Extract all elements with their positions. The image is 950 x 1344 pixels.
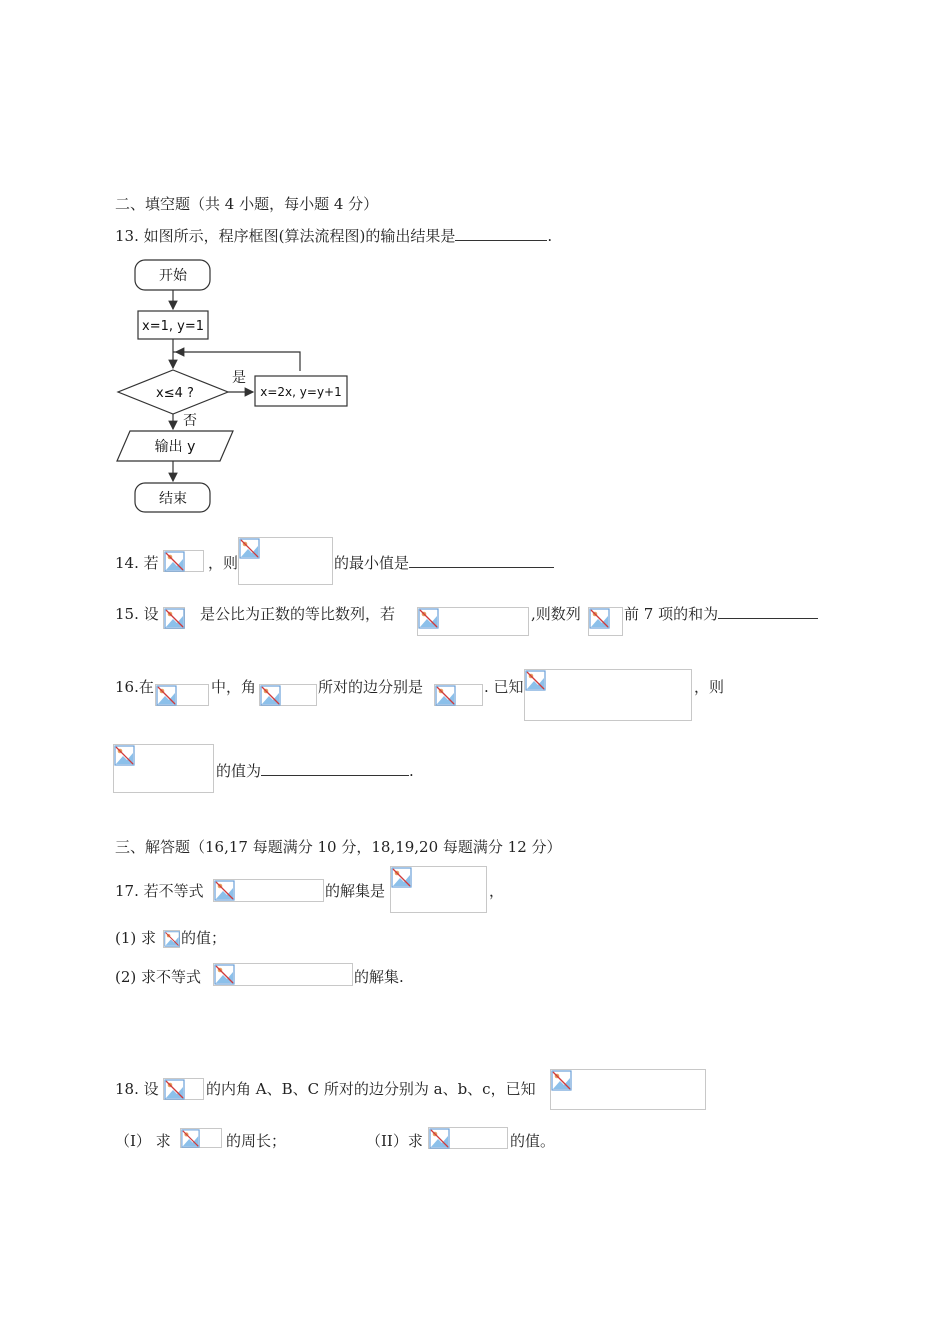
q16-tail-text: 的值为 xyxy=(216,762,262,780)
q14-formula-image-1 xyxy=(163,550,204,572)
flow-end-label: 结束 xyxy=(159,491,187,507)
broken-image-icon xyxy=(589,608,610,629)
broken-image-icon xyxy=(114,745,135,766)
q17-part2-prefix: (2) 求不等式 xyxy=(115,968,202,986)
q16-prefix: 16.在 xyxy=(115,678,154,696)
q17-formula-image-2 xyxy=(390,866,487,913)
q17-part2-suffix: 的解集. xyxy=(354,968,404,986)
flow-output-label: 输出 y xyxy=(154,439,196,455)
q18-part2-prefix: （II）求 xyxy=(366,1132,423,1150)
q13-answer-blank xyxy=(455,226,547,241)
q13-line xyxy=(115,226,552,246)
q17-text-1: 的解集是 xyxy=(325,882,386,900)
flow-yes-label: 是 xyxy=(232,370,246,386)
q14-tail-text: 的最小值是 xyxy=(334,554,410,572)
q18-formula-image-1 xyxy=(163,1078,204,1100)
flow-condition-label: x≤4 ? xyxy=(156,386,194,401)
broken-image-icon xyxy=(164,608,185,629)
q15-formula-image-3 xyxy=(588,607,623,636)
broken-image-icon xyxy=(525,670,546,691)
broken-image-icon xyxy=(435,685,456,706)
q14-formula-image-2 xyxy=(238,537,333,585)
q16-formula-image-1 xyxy=(155,684,209,706)
q13-period: . xyxy=(547,227,553,245)
q16-text-4: ，则 xyxy=(694,678,725,696)
broken-image-icon xyxy=(418,608,439,629)
q17-part1-prefix: (1) 求 xyxy=(115,929,157,947)
q18-part2-formula-image xyxy=(428,1127,508,1149)
q18-part1-prefix: （I） 求 xyxy=(115,1132,171,1150)
q15-answer-blank xyxy=(718,604,818,619)
q18-part1-suffix: 的周长； xyxy=(226,1132,287,1150)
q16-tail xyxy=(216,760,414,781)
q18-formula-image-2 xyxy=(550,1069,706,1110)
q16-formula-image-4 xyxy=(524,669,692,721)
q16-period: . xyxy=(409,762,414,780)
q17-text-2: ， xyxy=(489,882,505,900)
q16-formula-image-2 xyxy=(259,684,317,706)
q17-part2-formula-image xyxy=(213,963,353,986)
q15-prefix: 15. 设 xyxy=(115,605,159,623)
q16-text-1: 中，角 xyxy=(211,678,257,696)
q15-formula-image-2 xyxy=(417,607,529,636)
q13-text: 13. 如图所示，程序框图(算法流程图)的输出结果是 xyxy=(115,227,456,245)
q15-formula-image-1 xyxy=(163,607,185,629)
section2-heading: 二、填空题（共 4 小题，每小题 4 分） xyxy=(115,195,379,213)
q15-text-2: ,则数列 xyxy=(531,605,581,623)
q16-answer-blank xyxy=(261,761,409,776)
q16-formula-image-5 xyxy=(113,744,214,793)
broken-image-icon xyxy=(239,538,260,559)
broken-image-icon xyxy=(551,1070,572,1091)
broken-image-icon xyxy=(156,685,177,706)
flow-update-label: x=2x, y=y+1 xyxy=(260,385,342,399)
broken-image-icon xyxy=(181,1129,200,1148)
q16-text-3: . 已知 xyxy=(484,678,524,696)
q18-part1-formula-image xyxy=(180,1128,222,1148)
broken-image-icon xyxy=(164,551,185,572)
broken-image-icon xyxy=(164,931,180,947)
flowchart xyxy=(110,255,360,520)
q14-prefix: 14. 若 xyxy=(115,554,159,572)
q17-formula-image-1 xyxy=(213,879,324,902)
q15-tail-text: 前 7 项的和为 xyxy=(624,605,719,623)
q14-then: ，则 xyxy=(208,554,239,572)
q18-text-1: 的内角 A、B、C 所对的边分别为 a、b、c，已知 xyxy=(206,1080,536,1098)
q16-formula-image-3 xyxy=(434,684,483,706)
q16-text-2: 所对的边分别是 xyxy=(318,678,424,696)
flow-no-label: 否 xyxy=(183,413,197,429)
q15-text-1: 是公比为正数的等比数列，若 xyxy=(200,605,396,623)
q18-part2-suffix: 的值。 xyxy=(510,1132,556,1150)
q17-part1-formula-image xyxy=(163,930,180,948)
q14-answer-blank xyxy=(409,553,554,568)
q18-prefix: 18. 设 xyxy=(115,1080,159,1098)
broken-image-icon xyxy=(214,880,235,901)
q15-tail xyxy=(624,603,818,624)
q14-tail xyxy=(334,552,554,573)
q17-prefix: 17. 若不等式 xyxy=(115,882,204,900)
broken-image-icon xyxy=(260,685,281,706)
flow-start-label: 开始 xyxy=(159,268,187,284)
q17-part1-suffix: 的值； xyxy=(181,929,227,947)
broken-image-icon xyxy=(429,1128,450,1149)
flow-init-label: x=1, y=1 xyxy=(142,319,204,334)
broken-image-icon xyxy=(391,867,412,888)
section3-heading: 三、解答题（16,17 每题满分 10 分，18,19,20 每题满分 12 分） xyxy=(115,838,562,856)
broken-image-icon xyxy=(214,964,235,985)
broken-image-icon xyxy=(164,1079,185,1100)
